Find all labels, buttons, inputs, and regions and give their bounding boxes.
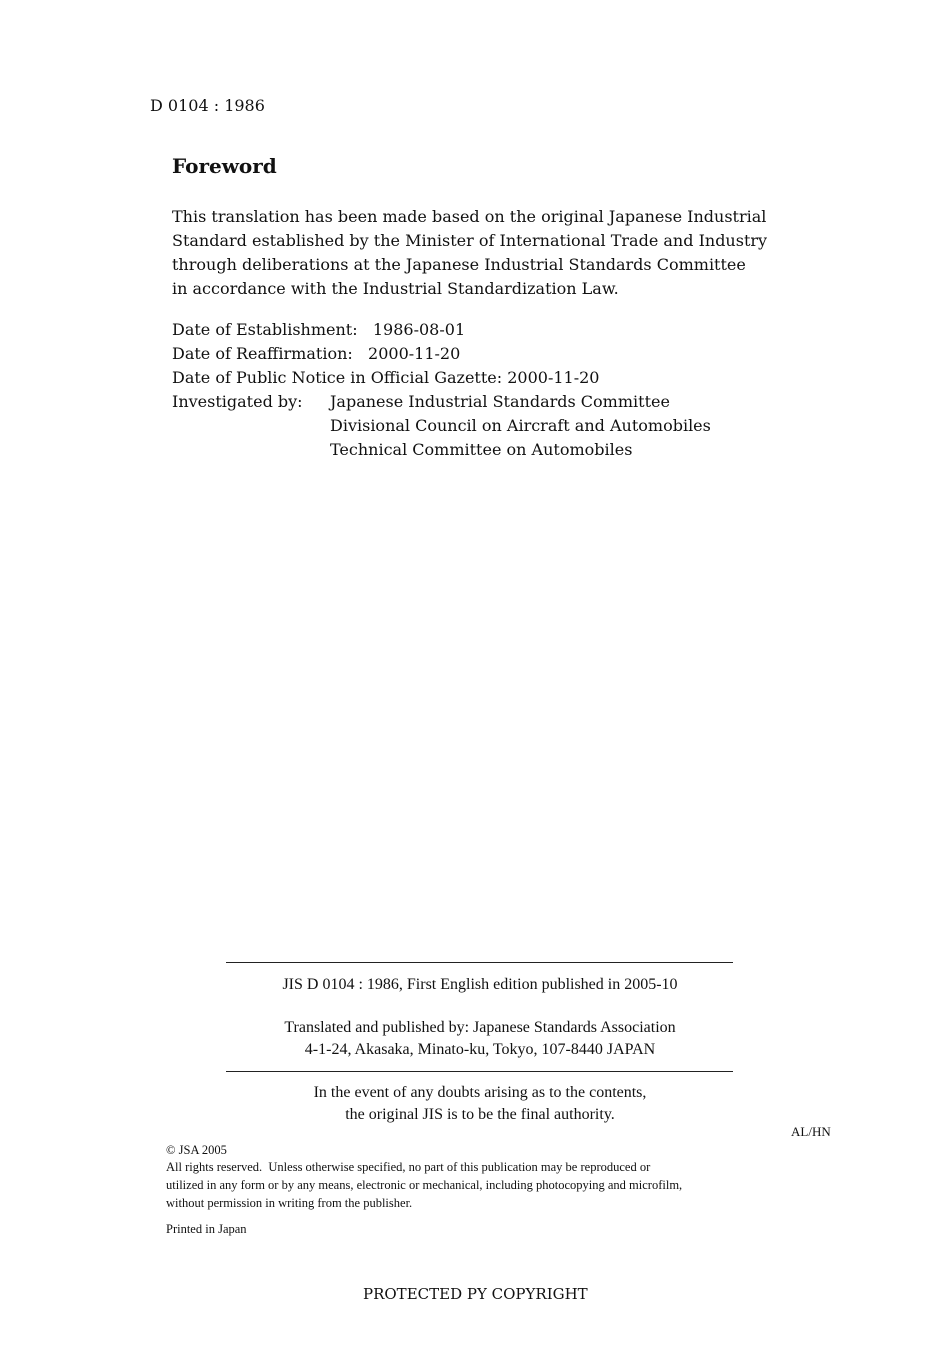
investigator: Divisional Council on Aircraft and Automobiles xyxy=(330,416,711,435)
rights-notice xyxy=(166,1158,682,1212)
investigator: Technical Committee on Automobiles xyxy=(330,440,633,459)
paragraph-line: Standard established by the Minister of International Trade and Industry xyxy=(172,231,768,250)
authority-line: In the event of any doubts arising as to the contents, xyxy=(313,1084,647,1101)
paragraph-line: in accordance with the Industrial Standardization Law. xyxy=(172,279,619,298)
paragraph-line: This translation has been made based on the original Japanese Industrial xyxy=(172,207,767,226)
edition-line: JIS D 0104 : 1986, First English edition published in 2005-10 xyxy=(282,976,678,993)
paragraph-line: through deliberations at the Japanese Industrial Standards Committee xyxy=(172,255,746,274)
printed-in: Printed in Japan xyxy=(166,1222,247,1236)
rights-line: without permission in writing from the publisher. xyxy=(166,1196,413,1210)
investigator: Japanese Industrial Standards Committee xyxy=(330,392,670,411)
divider xyxy=(226,962,733,963)
initials: AL/HN xyxy=(791,1124,831,1139)
rights-line: utilized in any form or by any means, electronic or mechanical, including photocopying and microfilm, xyxy=(166,1178,683,1192)
copyright-watermark: PROTECTED PY COPYRIGHT xyxy=(363,1285,588,1303)
divider xyxy=(226,1071,733,1072)
date-establishment: Date of Establishment: 1986-08-01 xyxy=(172,320,466,339)
publisher-line: Translated and published by: Japanese Standards Association xyxy=(284,1019,676,1036)
investigated-label: Investigated by: xyxy=(172,392,303,411)
foreword-paragraph xyxy=(172,205,767,301)
document-id: D 0104 : 1986 xyxy=(150,96,265,115)
address-line: 4-1-24, Akasaka, Minato-ku, Tokyo, 107-8440 JAPAN xyxy=(304,1041,656,1058)
investigated-by-list xyxy=(330,390,711,462)
date-reaffirmation: Date of Reaffirmation: 2000-11-20 xyxy=(172,344,461,363)
authority-line: the original JIS is to be the final authority. xyxy=(345,1106,615,1123)
page-title: Foreword xyxy=(172,154,277,178)
date-public-notice: Date of Public Notice in Official Gazette: 2000-11-20 xyxy=(172,368,600,387)
copyright: © JSA 2005 xyxy=(166,1143,227,1157)
rights-line: All rights reserved. Unless otherwise specified, no part of this publication may be reproduced or xyxy=(166,1160,651,1174)
